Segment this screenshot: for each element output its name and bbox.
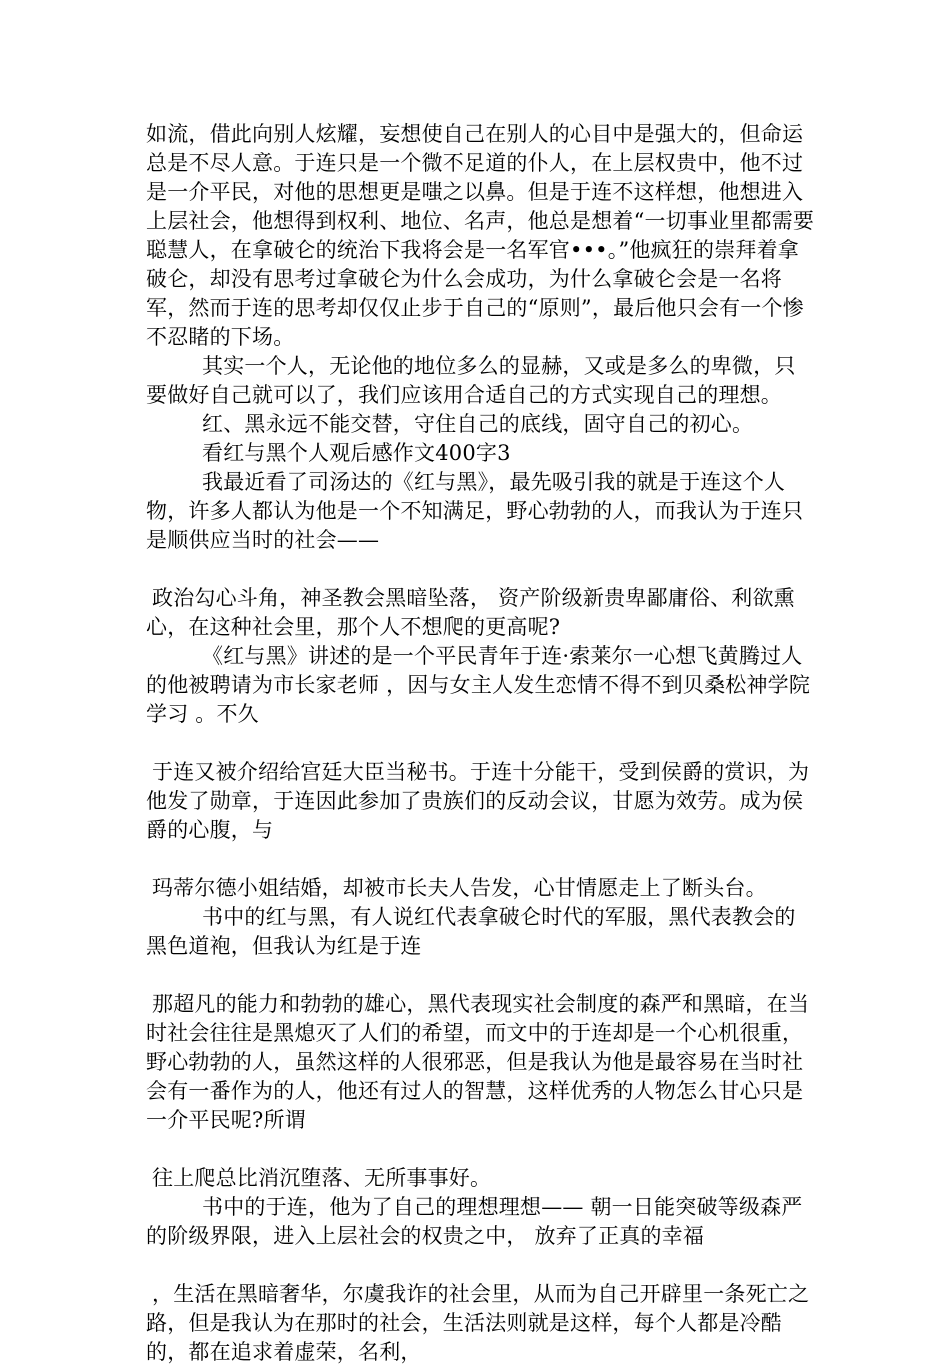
paragraph: 《红与黑》讲述的是一个平民青年于连·索莱尔一心想飞黄腾过人的他被聘请为市长家老师 ，因与女主人发生恋情不得不到贝桑松神学院学习 。不久 [146,644,811,726]
paragraph: 书中的红与黑，有人说红代表拿破仑时代的军服，黑代表教会的黑色道袍，但我认为红是于连 [146,905,796,958]
section-heading: 看红与黑个人观后感作文400字3 [202,441,511,465]
document-body [146,120,816,1367]
blank-line [146,845,816,874]
paragraph: 如流，借此向别人炫耀，妄想使自己在别人的心目中是强大的，但命运总是不尽人意。于连只是一个微不足道的仆人，在上层权贵中，他不过是一介平民，对他的思想更是嗤之以鼻。但是于连不这样想，他想进入上层社会，他想得到权利、地位、名声，他总是想着“一切事业里都需要聪慧人，在拿破仑的统治下我将会是一名军官•••。”他疯狂的崇拜着拿破仑，却没有思考过拿破仑为什么会成功，为什么拿破仑会是一名将军，然而于连的思考却仅仅止步于自己的“原则”，最后他只会有一个惨不忍睹的下场。 [146,122,815,349]
paragraph: 我最近看了司汤达的《红与黑》，最先吸引我的就是于连这个人物，许多人都认为他是一个不知满足，野心勃勃的人，而我认为于连只是顺供应当时的社会—— [146,470,804,552]
paragraph: ，生活在黑暗奢华，尔虞我诈的社会里，从而为自己开辟里一条死亡之路，但是我认为在那时的社会，生活法则就是这样，每个人都是冷酷的，都在追求着虚荣，名利， [146,1282,810,1364]
blank-line [146,555,816,584]
paragraph: 那超凡的能力和勃勃的雄心，黑代表现实社会制度的森严和黑暗，在当时社会往往是黑熄灭了人们的希望，而文中的于连却是一个心机很重，野心勃勃的人，虽然这样的人很邪恶，但是我认为他是最容易在当时社会有一番作为的人，他还有过人的智慧，这样优秀的人物怎么甘心只是一介平民呢?所谓 [146,992,810,1132]
blank-line [146,729,816,758]
paragraph: 政治勾心斗角，神圣教会黑暗坠落， 资产阶级新贵卑鄙庸俗、利欲熏心，在这种社会里，那个人不想爬的更高呢? [146,586,795,639]
paragraph: 于连又被介绍给宫廷大臣当秘书。于连十分能干，受到侯爵的赏识，为他发了勋章，于连因此参加了贵族们的反动会议，甘愿为效劳。成为侯爵的心腹，与 [146,760,810,842]
paragraph: 红、黑永远不能交替，守住自己的底线，固守自己的初心。 [202,412,754,436]
paragraph: 其实一个人，无论他的地位多么的显赫，又或是多么的卑微，只要做好自己就可以了，我们应该用合适自己的方式实现自己的理想。 [146,354,796,407]
paragraph: 往上爬总比消沉堕落、无所事事好。 [152,1166,492,1190]
paragraph: 书中的于连，他为了自己的理想理想—— 朝一日能突破等级森严的阶级界限，进入上层社会的权贵之中， 放弃了正真的幸福 [146,1195,803,1248]
paragraph: 玛蒂尔德小姐结婚，却被市长夫人告发，心甘情愿走上了断头台。 [152,876,767,900]
blank-line [146,1135,816,1164]
blank-line [146,1251,816,1280]
blank-line [146,961,816,990]
